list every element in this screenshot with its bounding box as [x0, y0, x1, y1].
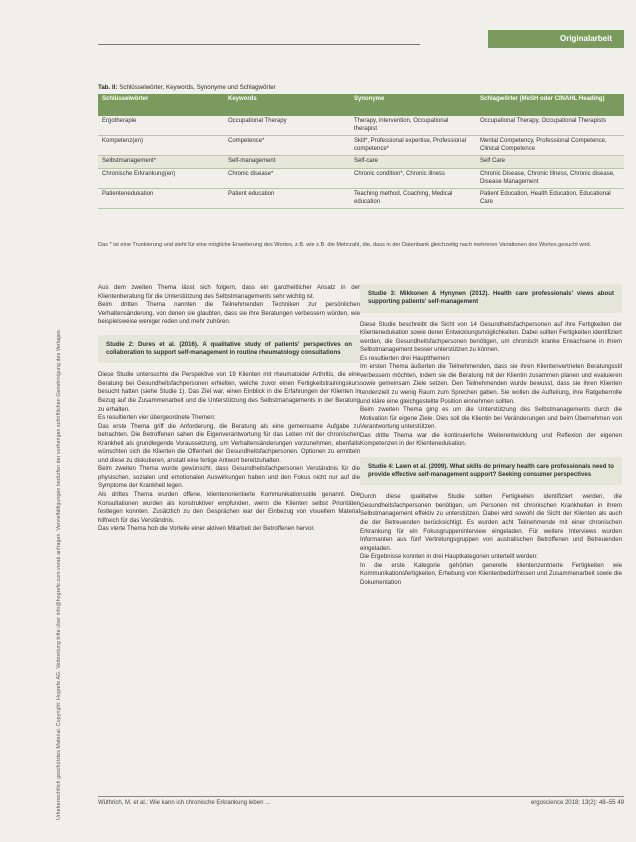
table-cell: Chronic disease*	[224, 168, 350, 188]
table-cell: Selbstmanagement*	[98, 156, 224, 169]
table-row	[98, 168, 624, 188]
table-header-cell: Schlagwörter (MeSH oder CINAHL Heading)	[476, 94, 624, 116]
paragraph: Durch diese qualitative Studie sollten Fertigkeiten identifiziert werden, die Gesundheitsfachpersonen benötigen, um Personen mit chronischen Krankheiten in ihrem Selbstmanagement effektiv zu unterstützen. Dabei wird sowohl die Sicht der Klienten als auch die der Betreuenden berücksichtigt. Es wurden acht Teilnehmende mit einer chronischen Erkrankung für ein Fokusgruppeninterview eingeladen. Für weitere Interviews wurden Informanten aus fünf Vertretungsgruppen von australischen Betroffenen und Betreuenden eingeladen.	[360, 493, 622, 552]
study-heading: Studie 4: Lawn et al. (2009). What skills do primary health care professionals need to provide effective self-management support? Seeking consumer perspectives	[360, 457, 622, 486]
table-row	[98, 136, 624, 156]
footer-citation: Wüthrich, M. et al.: Wie kann ich chronische Erkrankung leben ...	[98, 800, 271, 806]
header-rule	[98, 44, 420, 45]
table-cell: Competence*	[224, 136, 350, 156]
table-cell: Teaching method, Coaching, Medical education	[350, 189, 476, 209]
paragraph: Beim dritten Thema nannten die Teilnehmenden Techniken zur persönlichen Verhaltensänderung, von denen sie glaubten, dass sie ihre Beratungen verbessern würden, wie beispielsweise weniger reden und mehr zuhören.	[98, 301, 360, 326]
table-header-cell: Keywords	[224, 94, 350, 116]
paragraph: Beim zweiten Thema ging es um die Unterstützung des Selbstmanagements durch die Motivation für eigene Ziele. Dies soll die Klientin bei Veränderungen und beim Übernehmen von Verantwortung unterstützen.	[360, 406, 622, 431]
table-row	[98, 189, 624, 209]
paragraph: Diese Studie untersuchte die Perspektive von 19 Klienten mit rheumatoider Arthritis, die eine Beratung bei Gesundheitsfachpersonen erhielten, welche zuvor einen Fertigkeitstrainingskurs besucht hatten (siehe Studie 1). Das Ziel war, einen Einblick in die Erfahrungen der Klienten in Bezug auf die Zusammenarbeit und die Unterstützung des Selbstmanagements in der Beratung zu erhalten.	[98, 371, 360, 413]
left-column	[98, 284, 360, 534]
table-cell: Patient education	[224, 189, 350, 209]
copyright-sidebar-text: Urheberrechtlich geschütztes Material. Copyright: Hogrefe AG. Verbreitung bitte über info@hogrefe.com vorab anfragen. Vervielfältigungen bedürfen der vorherigen schriftlichen Genehmigung des Verlages.	[56, 328, 62, 820]
table-header-cell: Schlüsselwörter	[98, 94, 224, 116]
table-cell: Occupational Therapy	[224, 116, 350, 136]
paragraph: Diese Studie beschreibt die Sicht von 14 Gesundheitsfachpersonen auf ihre Fertigkeiten der Klientenedukation sowie deren Entwicklungsmöglichkeiten. Dabei sollten Fertigkeiten identifiziert werden, die Gesundheitsfachpersonen benötigen, um chronisch kranke Erwachsene in ihrem Selbstmanagement besser unterstützen zu können.	[360, 320, 622, 354]
table-cell: Chronic Disease, Chronic Illness, Chronic disease, Disease Management	[476, 168, 624, 188]
paragraph: Im ersten Thema äußerten die Teilnehmenden, dass sie ihren Klientenvertrieten Beratungsstil verbessern möchten, indem sie die Beratung mit der Klientin zusammen planen und evaluieren sowie gemeinsam Ziele setzen. Den Teilnehmenden wurde bewusst, dass sie ihren Klienten tendenziell zu wenig Raum zum Sprechen gaben. Sie wollen die Aufteilung, ihre Ratgeberrolle und kläre eine gleichgestellte Position einnehmen sollten.	[360, 363, 622, 405]
table-caption	[98, 84, 276, 91]
paragraph: Die Ergebnisse konnten in drei Hauptkategorien unterteilt werden:	[360, 553, 538, 561]
paragraph: In die erste Kategorie gehörten generelle klientenzentrierte Fertigkeiten wie Kommunikationsfertigkeiten, Erhebung von Klientenbedürfnissen und Zusammenarbeit sowie die Dokumentation	[360, 561, 622, 586]
table-cell: Self-management	[224, 156, 350, 169]
table-cell: Self Care	[476, 156, 624, 169]
paragraph: Als drittes Thema wurden offene, klientenorientierte Kommunikationsstile genannt. Die Konsultationen wurden als konstruktiver empfunden, wenn die Klienten selbst Prioritäten festlegen konnten. Zusätzlich zu den Gesprächen war der Einbezug von visuellem Material hilfreich für das Verständnis.	[98, 490, 360, 524]
table-cell: Self-care	[350, 156, 476, 169]
table-row	[98, 116, 624, 136]
table-body	[98, 116, 624, 209]
table-cell: Kompetenz(en)	[98, 136, 224, 156]
table-caption-text: Schlüsselwörter, Keywords, Synonyme und Schlagwörter	[119, 84, 276, 91]
paragraph: Das vierte Thema hob die Vorteile einer aktiven Mitarbeit der Betroffenen hervor.	[98, 525, 315, 533]
paragraph: Es resultierten vier übergeordnete Themen:	[98, 414, 216, 422]
paragraph: Aus dem zweiten Thema lässt sich folgern, dass ein ganzheitlicher Ansatz in der Klientenberatung für die Unterstützung des Selbstmanagements sehr wichtig ist.	[98, 284, 360, 300]
table-cell: Ergotherapie	[98, 116, 224, 136]
table-cell: Mental Competency, Professional Competence, Clinical Competence	[476, 136, 624, 156]
table-caption-label: Tab. II:	[98, 84, 118, 91]
footer-rule	[98, 796, 624, 797]
table-cell: Chronic condition*, Chronic illness	[350, 168, 476, 188]
copyright-sidebar	[56, 40, 70, 820]
table-footnote: Das * ist eine Trunkierung und steht für eine mögliche Erweiterung des Wortes, z.B. wie z.B. die Mehrzahl, die, dass in der Datenbank gleichzeitig nach mehreren Variationen des Wortes gesucht wird.	[98, 242, 592, 248]
table-cell: Occupational Therapy, Occupational Therapists	[476, 116, 624, 136]
paragraph: Das dritte Thema war die kontinuierliche Weiterentwicklung und Reflexion der eigenen Kompetenzen in der Klientenedukation.	[360, 431, 622, 448]
study-heading: Studie 3: Mikkonen & Hynynen (2012). Health care professionals' views about supporting patients' self-management	[360, 284, 622, 313]
paragraph: Das erste Thema griff die Anforderung, die Beratung als eine gemeinsame Aufgabe zu betrachten. Die Betroffenen sahen die Eigenverantwortung für das Leben mit der chronischen Krankheit als grundlegende Voraussetzung, um Verhaltensänderungen vorzunehmen, ebenfalls wünschten sich die Klienten die Offenheit der Gesundheitsfachpersonen. Optionen zu ermitteln und diese zu diskutieren, anstatt eine fertige Antwort bereitzuhalten.	[98, 422, 360, 464]
table-cell: Skill*, Professional expertise, Professional competence*	[350, 136, 476, 156]
footer-journal: ergoscience 2018; 13(2): 48–55 49	[530, 800, 624, 806]
section-label: Originalarbeit	[488, 30, 624, 48]
paragraph: Es resultierten drei Hauptthemen:	[360, 354, 451, 362]
keyword-table	[98, 94, 624, 209]
paragraph: Beim zweiten Thema wurde gewünscht, dass Gesundheitsfachpersonen Verständnis für die physischen, sozialen und emotionalen Auswirkungen haben und den Fokus nicht nur auf die Symptome der Krankheit legen.	[98, 465, 360, 490]
table-cell: Patientenedukation	[98, 189, 224, 209]
table-cell: Patient Education, Health Education, Educational Care	[476, 189, 624, 209]
table-header-row	[98, 94, 624, 116]
right-column	[360, 284, 622, 587]
table-cell: Chronische Erkrankung(en)	[98, 168, 224, 188]
table-row	[98, 156, 624, 169]
table-header-cell: Synonyme	[350, 94, 476, 116]
table-cell: Therapy, intervention, Occupational therapist	[350, 116, 476, 136]
study-heading: Studie 2: Dures et al. (2016). A qualitative study of patients' perspectives on collaboration to support self-management in routine rheumatology consultations	[98, 335, 360, 364]
